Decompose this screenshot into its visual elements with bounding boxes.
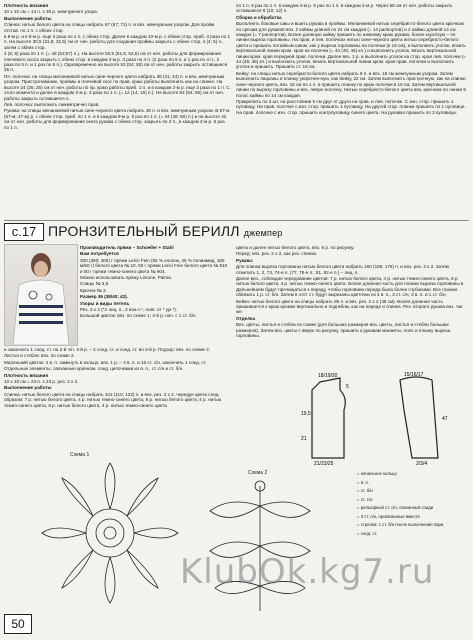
text-line: 10 х 10 см = 24 п. х 23 р. рез. 2 х 2.	[4, 379, 79, 385]
text-line: Далее вяз., соблюдая чередование цветов: 7 р. нитью белого цвета, 4 р. нитью темно-синего цвета, 6 р. нитью белого цвета, 4 р. нитью темно-синего цвета. Более длинная часть для планки выреза горловины в Дальнейшем будет прочищаться к переду, чтобы горловина переда была более глубокими. Все планки обвязать 1 р. ст. б/н. Затем в этот ст. будут вырезаны цветочки из 4 в. п., 3 ст. с/н, 3 в. п. и 1 ст. б/н.	[236, 276, 464, 298]
scheme1-flower-chart	[40, 458, 180, 608]
legend-item: = стрелка: с ст. б/н после выполнения пара	[357, 522, 444, 527]
pattern-subtitle: джемпер	[243, 228, 283, 238]
symbol-legend	[357, 470, 469, 538]
text-line: Для планки выреза горловины нитью белого цвета набрать 160 (168; 176) п. и вяз. рез. 2 х 2. Затем отметить 1, 2, 73, 74-е п. (77, 78-е п.; 81, 82-е п.) – лиц. п.	[236, 264, 449, 275]
dim-label: 5	[346, 384, 349, 390]
front-piece-outline	[312, 378, 345, 458]
text-line: Выполнить боковые швы и вшить рукава в проймы. Меланжевой нитью серебристо-белого цвета крючком по срезам для рукавов вяз. 2 каймы длиной по 24 см каждая (= 14 раппортов) и 2 каймы длиной 12 см каждая (= 7 раппортов). Более длинную кайму пришить по нижнему краю рукава, более короткую – по линии выреза горловины. На прав. и лев. полочках нитью сине-черного цвета нитью серебристо-белого цвета и пришить потайным швом, как у выреза горловины на полочки (в 16 см), и выполнить уголок, вязать вертикальной линии кром. края на полочки (= 44 (45; 46) кл.) и выполнить уголок, вязать вертикальной линии кром. края передней прав. полочки. Далее вяз. 1 р. и выполнить уголок на стор. края лев. полочки (= 44 (45; 46) кл.) и выполнить уголок, вязать вертикальной линии кром. края прав. полочки и выполнить уголок и пришить. Пришить ст. 16 см.	[236, 21, 467, 70]
section-divider	[4, 220, 469, 221]
section-heading: Отделка	[236, 315, 256, 321]
watermark-text: KlubOk.kg7.ru	[180, 552, 435, 592]
materials-column	[80, 245, 230, 320]
text-line: Большой цветок: вяз. по схеме 1; 3-й р. нач. с 1 ст. б/н	[80, 313, 196, 319]
dim-label: 15/16/17	[404, 372, 424, 378]
text-line: 10 х 10 см = 14 п. х 30 р. жемчужного узора.	[4, 9, 98, 15]
legend-item: = ст. с/н	[357, 496, 373, 502]
text-line: Рез. 2 х 2 (*2 лиц. п., 2 изн.п.*, повт. от * до *).	[80, 307, 178, 313]
dim-label: 47	[442, 416, 448, 422]
size-line: Размер 36 (38/40; 42).	[80, 294, 128, 300]
text-line: Перед: вяз. рез. 2 х 2, как рез. спинки.	[236, 251, 318, 257]
legend-item: = рельефный ст. с/н, связанный сзади	[357, 505, 434, 510]
section-heading: Выполнение работы	[4, 15, 52, 21]
legend-item: = в. п.	[357, 479, 369, 485]
yarn-producer: Производитель пряжи – Schoeller + Stahl	[80, 245, 174, 250]
section-heading: Рукава:	[236, 257, 254, 263]
scheme1-label: Схема 1	[70, 452, 90, 458]
text-line: 300 (350; 400) г пряжи Lerici Fein (55 % хлопок, 45 % полиамид, 165 м/50 г) белого цвета № 10, 50 г пряжи Lerici Fein белого цвета № 910 и 50 г пряжи темно-синего цвета № 904.	[80, 257, 228, 274]
dim-label: 18/19/20	[318, 373, 338, 379]
pattern-title	[48, 224, 282, 240]
pattern-title-text: ПРОНЗИТЕЛЬНЫЙ БЕРИЛЛ	[48, 223, 240, 239]
text-line: Спинка: нитью белого цвета на спицы набрать 67 (67; 71) п. и вяз. жемчужным узором. Для пройм отстав. по 1 п. с обеих стор.	[4, 22, 215, 33]
text-line: Отдельные элементы, связанные крючком, соед. цепочками из в. п., ст. с/н и ст. б/н.	[4, 366, 184, 372]
text-line: Рукава: на спицы меланжевой нитью сине-черного цвета набрать 36 п. и вяз. жемчужным узором. В 67-м (57-м; 47-м) р. с обеих стор. приб. по 1 п. и в каждом 8-м р. 5 раз по 1 п. (= 44 (48; 50) п.) и на высоте 42 см от нач. работы для формирования оката рукава с обеих стор. закрыть по 2 п., в каждом 2-м р. 6 раз по 1 п.	[4, 108, 230, 130]
text-line: Бейка: нитью белого цвета на спицы набрать 95 п. и вяз. рез. 2 х 2 (48 см). Более длинная часть пришивается к краю кромке вертикально и подгибом, как на переде и спинке. Рез. второго рукава вяз. так же.	[236, 298, 463, 315]
instructions-column	[4, 347, 230, 409]
legend-item: = соед. ст.	[357, 530, 378, 536]
section-heading: Сборка и обработка	[236, 14, 282, 20]
text-line: в 8-м р. и в 8-м р. еще 3 раза по 1 п. с обеих стор. Далее в каждом 10-м р. с обеих стор. приб. 4 раза по 1 п. На высоте 30,5 (31,5; 32,5) см от нач. работы для создания проймы закрыть с обеих стор. 4 (4; 5) п., затем с обеих стор.	[4, 34, 231, 50]
right-instructions-column	[236, 245, 468, 340]
legend-item: = 3 ст. с/н, провязанные вместе	[357, 513, 420, 519]
text-line: Листья и стебли: вяз. по схеме 2.	[4, 353, 75, 359]
model-photo	[4, 244, 78, 346]
text-line: Прикрепить по 3 шт. на расстоянии 5 см друг от друга на прав. и лев. полочке. С изн. стор. пришить 1 пуговицу. На прав. полочке с изн. стор. пришить 1 пуговицу. На другой стор. планки пришить по 1 пуговице. На прав. полочке с изн. стор. пришить контрпуговицу синего цвета. На рукавах пришить по 3 пуговицы.	[236, 98, 466, 115]
text-line: Крючок № 3.	[80, 287, 107, 293]
page-number: 50	[4, 614, 32, 634]
section-heading: Плотность вязания	[4, 372, 49, 378]
dim-label: 21	[301, 436, 307, 442]
text-line: Можно использовать пряжу Limone, Palma.	[80, 275, 173, 281]
scheme2-label: Схема 2	[248, 470, 268, 476]
sweater-illustration	[5, 245, 77, 345]
text-line: по 1 п. 5 раз по 1 п. в каждом 4-м р. 5 раз по 1 п. в каждом 2-м р. Через 58 см от нач. работы закрыть оставшиеся 6 (10; 12) п.	[236, 3, 453, 14]
legend-item: = начальное кольцо	[357, 471, 397, 476]
section-heading: Выполнение работы	[4, 385, 52, 391]
scheme2-leaves-chart	[190, 476, 355, 616]
text-line: 4 (5; 6) раза по 1 п. (= 49 (53;57) п.). На высоте 50,5 (51,5; 52,5) см от нач. работы для формирования плечевого скоса закрыть с обеих стор. в каждом 2-м р. 3 раза по 4 п. (2 раза по 5 п. и 1 раз по 4 п.; 2 раза по 5 п. и 1 раз по 6 п.). Одновременно на высоте 53 (54; 55) см от нач. работы закрыть оставшиеся 25 п.	[4, 51, 228, 73]
top-right-column	[236, 3, 468, 116]
text-line: и закончить 1 соед. ст. на 2-й ч/п. 4-й р. – 2 соед. ст. и соед. ст. во 2-й р. Подзор: вяз. по схеме 2.	[4, 347, 211, 352]
dim-label: 21/23/25	[314, 461, 334, 467]
section-heading: Вам потребуется	[80, 251, 119, 257]
pattern-code: с.17	[4, 223, 44, 241]
text-line: цвета и далее нитью белого цвета, вяз. 6 р. по рисунку.	[236, 245, 355, 250]
garment-schematic	[300, 370, 468, 468]
section-heading: Узоры и виды петель	[80, 300, 130, 306]
text-line: Лев. полочка: выполнить симметрично прав.	[4, 101, 100, 107]
legend-item: = ст. б/н	[357, 488, 373, 493]
text-line: Маленький цветок: 4 в. п. замкнуть в кольцо, вяз. 1 р. – 3 в. п. и 15 ст. с/н, закончить 1 соед. ст.	[4, 359, 207, 365]
pattern-header	[4, 223, 469, 240]
density-heading: Плотность вязания	[4, 3, 49, 8]
text-line: Бейку: на спицы нитью серебристо-белого цвета набрать 9 п. и вяз. 16 см жемчужным узором. Затем выполнить лацканы и планку укорочен-ную, как бейку, 22 см. Затем выполнить пристрочную, как на спинке, сине-черного цвета, вяз. 16 см по 1 п. и пришить планку по краю полочки в 16 см. Затем вертикальной линии по вырезу горловины и вяз. левую полочку. Нитью серебристо-белого цвета вяз. крючком по линии 5 полос каймы по 14 см каждая.	[236, 70, 467, 98]
dim-label: 2/3/4	[416, 461, 428, 467]
dim-label: 19,5	[301, 411, 311, 417]
text-line: Спинка: нитью белого цвета на спицы набрать 102 (110; 122) п. и вяз. рез. 2 х 2, чередуя цвета след. образом: 7 р. нитью белого цвета, 4 р. нитью темно-синего цвета, 6 р. нитью белого цвета, 4 р. нитью темно-синего цвета, 6 р. нитью белого цвета, 4 р. нитью темно-синего цвета	[4, 391, 222, 408]
text-line: Пл. полочка: на спицы меланжевой нитью сине-черного цвета набрать 38 (41; 44) п. и вяз. жемчужным узором. Пристрачивание, проймы и плечевой скос по прав. краю работы выполнить как на спинке. На высоте 24 (25; 26) см от нач. работы по пр. краю работы приб. 1 п. и в каждом 2-м р. еще 3 раза по 1 п. С этого момента и далее в каждом 2-м р. 3 раза по 1 п. (= 12 (14; 16) п.). На высоте 53 (54; 55) см от нач. работы закрыть оставшиеся п.	[4, 73, 230, 101]
sleeve-piece-outline	[400, 377, 438, 458]
top-left-column	[4, 3, 230, 131]
text-line: Спицы № 3,5.	[80, 281, 110, 287]
text-line: Вяз. цветы, листья и стебли по схеме (для больших размеров вяз. цветы, листья и стебли больших размеров). Затем вяз. цветы с вверх по рисунку, пришить к рукавам манжеты, пояс и планку выреза горловины.	[236, 322, 451, 339]
